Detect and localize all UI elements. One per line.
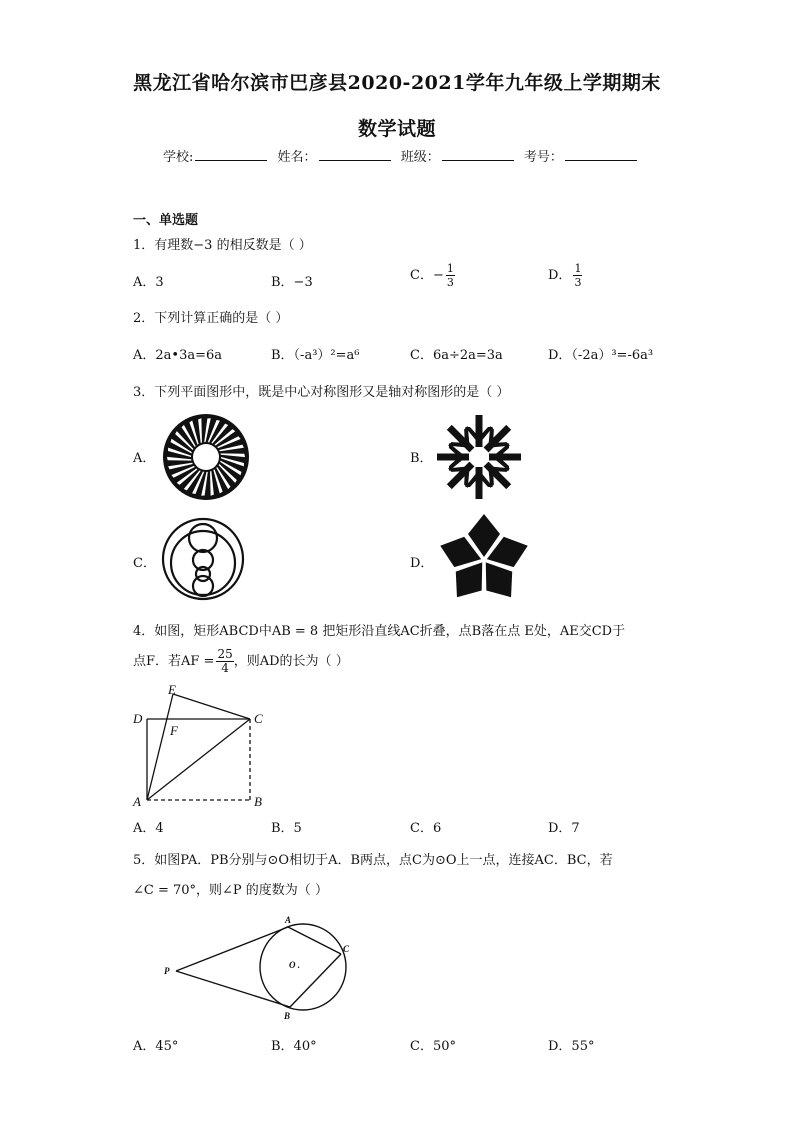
q4-label-a: A: [133, 794, 141, 809]
q5-label-c: C: [343, 944, 350, 954]
q4-label-b: B: [254, 794, 262, 809]
q3-option-b: B．: [410, 451, 433, 466]
q4-option-a: A．4: [133, 821, 164, 836]
q4-label-f: F: [170, 723, 178, 738]
number-label: 考号：: [523, 150, 563, 165]
q5-option-c: C．50°: [410, 1039, 456, 1054]
q1-option-d: D． $\frac{1}{3}$: [548, 262, 582, 289]
q3-figure-b-arrow-snowflake: [436, 414, 522, 500]
q5-option-a: A．45°: [133, 1039, 179, 1054]
q5-label-p: P: [164, 966, 170, 976]
q1-stem: 1．有理数−3 的相反数是（ ）: [133, 238, 312, 253]
q4-figure-rectangle-fold: [130, 682, 280, 812]
page-subtitle: 数学试题: [357, 118, 436, 140]
q5-label-a: A: [285, 915, 292, 925]
section-heading: 一、单选题: [133, 213, 199, 228]
q3-stem: 3．下列平面图形中，既是中心对称图形又是轴对称图形的是（ ）: [133, 385, 510, 400]
q4-stem-line2: 点F．若AF = $\frac{25}{4}$ ，则AD的长为（ ）: [133, 647, 349, 675]
q4-label-d: D: [133, 711, 143, 726]
page-title: 黑龙江省哈尔滨市巴彦县2020-2021学年九年级上学期期末: [133, 72, 661, 94]
q2-option-b: B．（-a³）²=a⁶: [271, 348, 360, 363]
q4-label-c: C: [254, 711, 263, 726]
q5-stem-line1: 5．如图PA．PB分别与⊙O相切于A．B两点，点C为⊙O上一点，连接AC．BC，若: [133, 853, 613, 868]
q2-option-d: D．（-2a）³=-6a³: [548, 348, 654, 363]
q4-stem-line1: 4．如图，矩形ABCD中AB = 8 把矩形沿直线AC折叠，点B落在点 E处，AE交CD于: [133, 624, 626, 639]
q4-label-e: E: [168, 682, 176, 697]
q1-option-a: A．3: [133, 275, 164, 290]
school-blank: [195, 148, 267, 161]
name-label: 姓名：: [277, 150, 317, 165]
q4-option-c: C．6: [410, 821, 442, 836]
q5-label-b: B: [284, 1011, 291, 1021]
student-info-row: [163, 146, 643, 165]
q4-option-d: D．7: [548, 821, 580, 836]
q5-figure-tangent-circle: [160, 910, 360, 1025]
q5-option-b: B．40°: [271, 1039, 317, 1054]
q5-stem-line2: ∠C = 70°，则∠P 的度数为（ ）: [133, 883, 328, 898]
class-label: 班级：: [400, 150, 440, 165]
q5-label-o: O .: [289, 960, 300, 970]
q2-stem: 2．下列计算正确的是（ ）: [133, 311, 289, 326]
class-blank: [442, 148, 514, 161]
q5-option-d: D．55°: [548, 1039, 595, 1054]
q3-figure-c-nested-circles: [161, 516, 245, 602]
q1-option-b: B．−3: [271, 275, 313, 290]
school-label: 学校:: [163, 150, 194, 165]
q3-option-a: A．: [133, 451, 156, 466]
q1-option-c: C．− $\frac{1}{3}$: [410, 262, 454, 289]
name-blank: [319, 148, 391, 161]
q2-option-c: C．6a÷2a=3a: [410, 348, 503, 363]
q4-option-b: B．5: [271, 821, 302, 836]
q3-option-d: D．: [410, 556, 434, 571]
q3-figure-a-sunburst: [162, 413, 250, 501]
q2-option-a: A．2a•3a=6a: [133, 348, 223, 363]
number-blank: [565, 148, 637, 161]
q3-option-c: C．: [133, 556, 156, 571]
q3-figure-d-kite-star: [436, 512, 532, 608]
